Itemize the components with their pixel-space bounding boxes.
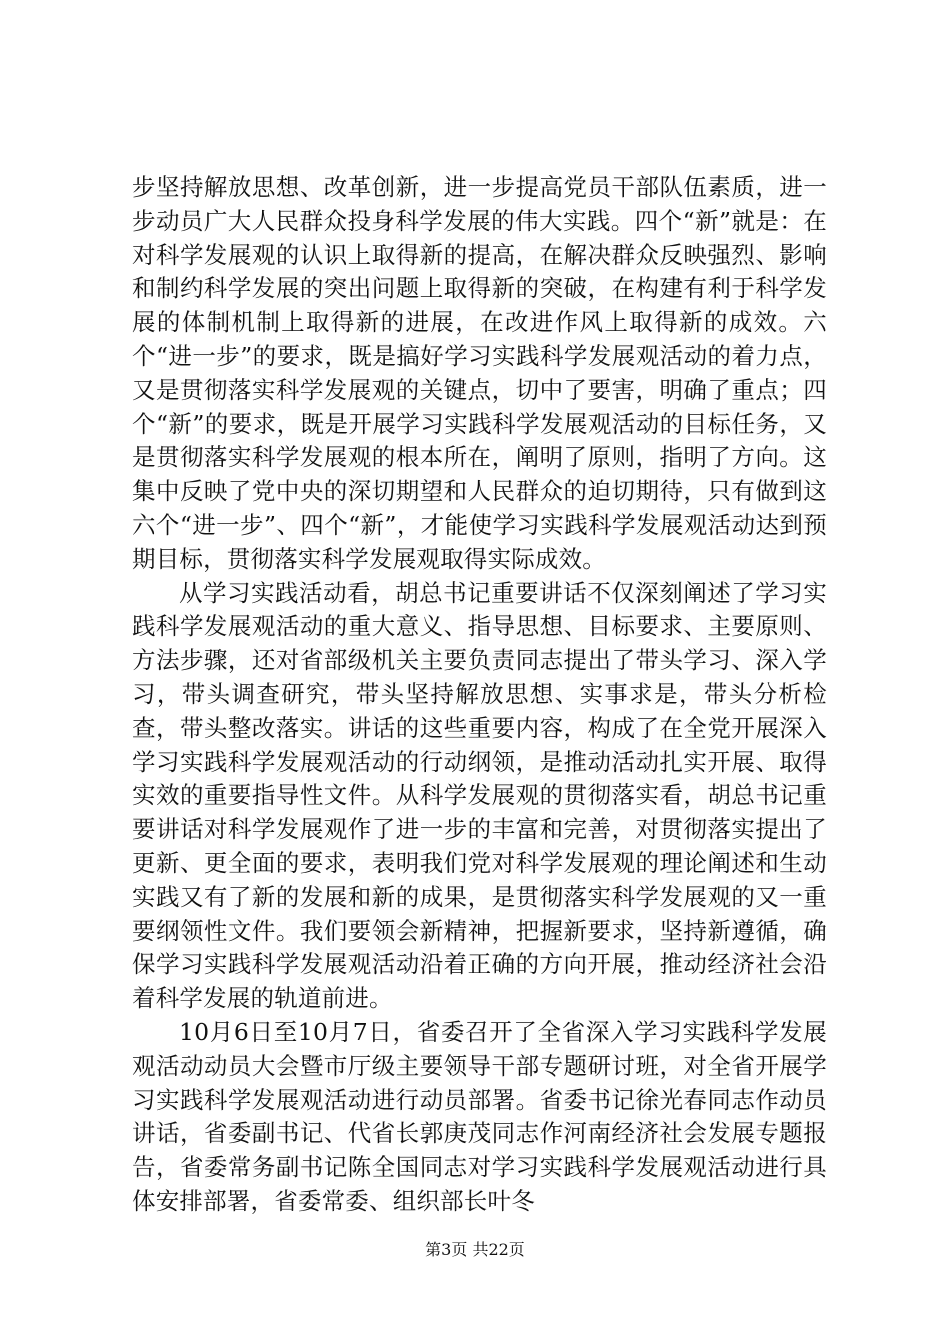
document-body <box>132 171 827 1219</box>
page-footer: 第3页 共22页 <box>425 1240 525 1259</box>
paragraph-provincial-meeting: 10月6日至10月7日，省委召开了全省深入学习实践科学发展观活动动员大会暨市厅级主要领导干部专题研讨班，对全省开展学习实践科学发展观活动进行动员部署。省委书记徐光春同志作动员讲话，省委副书记、代省长郭庚茂同志作河南经济社会发展专题报告，省委常务副书记陈全国同志对学习实践科学发展观活动进行具体安排部署，省委常委、组织部长叶冬 <box>132 1017 827 1215</box>
paragraph-continued: 步坚持解放思想、改革创新，进一步提高党员干部队伍素质，进一步动员广大人民群众投身科学发展的伟大实践。四个“新”就是：在对科学发展观的认识上取得新的提高，在解决群众反映强烈、影响和制约科学发展的突出问题上取得新的突破，在构建有利于科学发展的体制机制上取得新的进展，在改进作风上取得新的成效。六个“进一步”的要求，既是搞好学习实践科学发展观活动的着力点，又是贯彻落实科学发展观的关键点，切中了要害，明确了重点；四个“新”的要求，既是开展学习实践科学发展观活动的目标任务，又是贯彻落实科学发展观的根本所在，阐明了原则，指明了方向。这集中反映了党中央的深切期望和人民群众的迫切期待，只有做到这六个“进一步”、四个“新”，才能使学习实践科学发展观活动达到预期目标，贯彻落实科学发展观取得实际成效。 <box>132 173 827 573</box>
paragraph-learning-practice: 从学习实践活动看，胡总书记重要讲话不仅深刻阐述了学习实践科学发展观活动的重大意义、指导思想、目标要求、主要原则、方法步骤，还对省部级机关主要负责同志提出了带头学习、深入学习，带头调查研究，带头坚持解放思想、实事求是，带头分析检查，带头整改落实。讲话的这些重要内容，构成了在全党开展深入学习实践科学发展观活动的行动纲领，是推动活动扎实开展、取得实效的重要指导性文件。从科学发展观的贯彻落实看，胡总书记重要讲话对科学发展观作了进一步的丰富和完善，对贯彻落实提出了更新、更全面的要求，表明我们党对科学发展观的理论阐述和生动实践又有了新的发展和新的成果，是贯彻落实科学发展观的又一重要纲领性文件。我们要领会新精神，把握新要求，坚持新遵循，确保学习实践科学发展观活动沿着正确的方向开展，推动经济社会沿着科学发展的轨道前进。 <box>132 578 827 1013</box>
